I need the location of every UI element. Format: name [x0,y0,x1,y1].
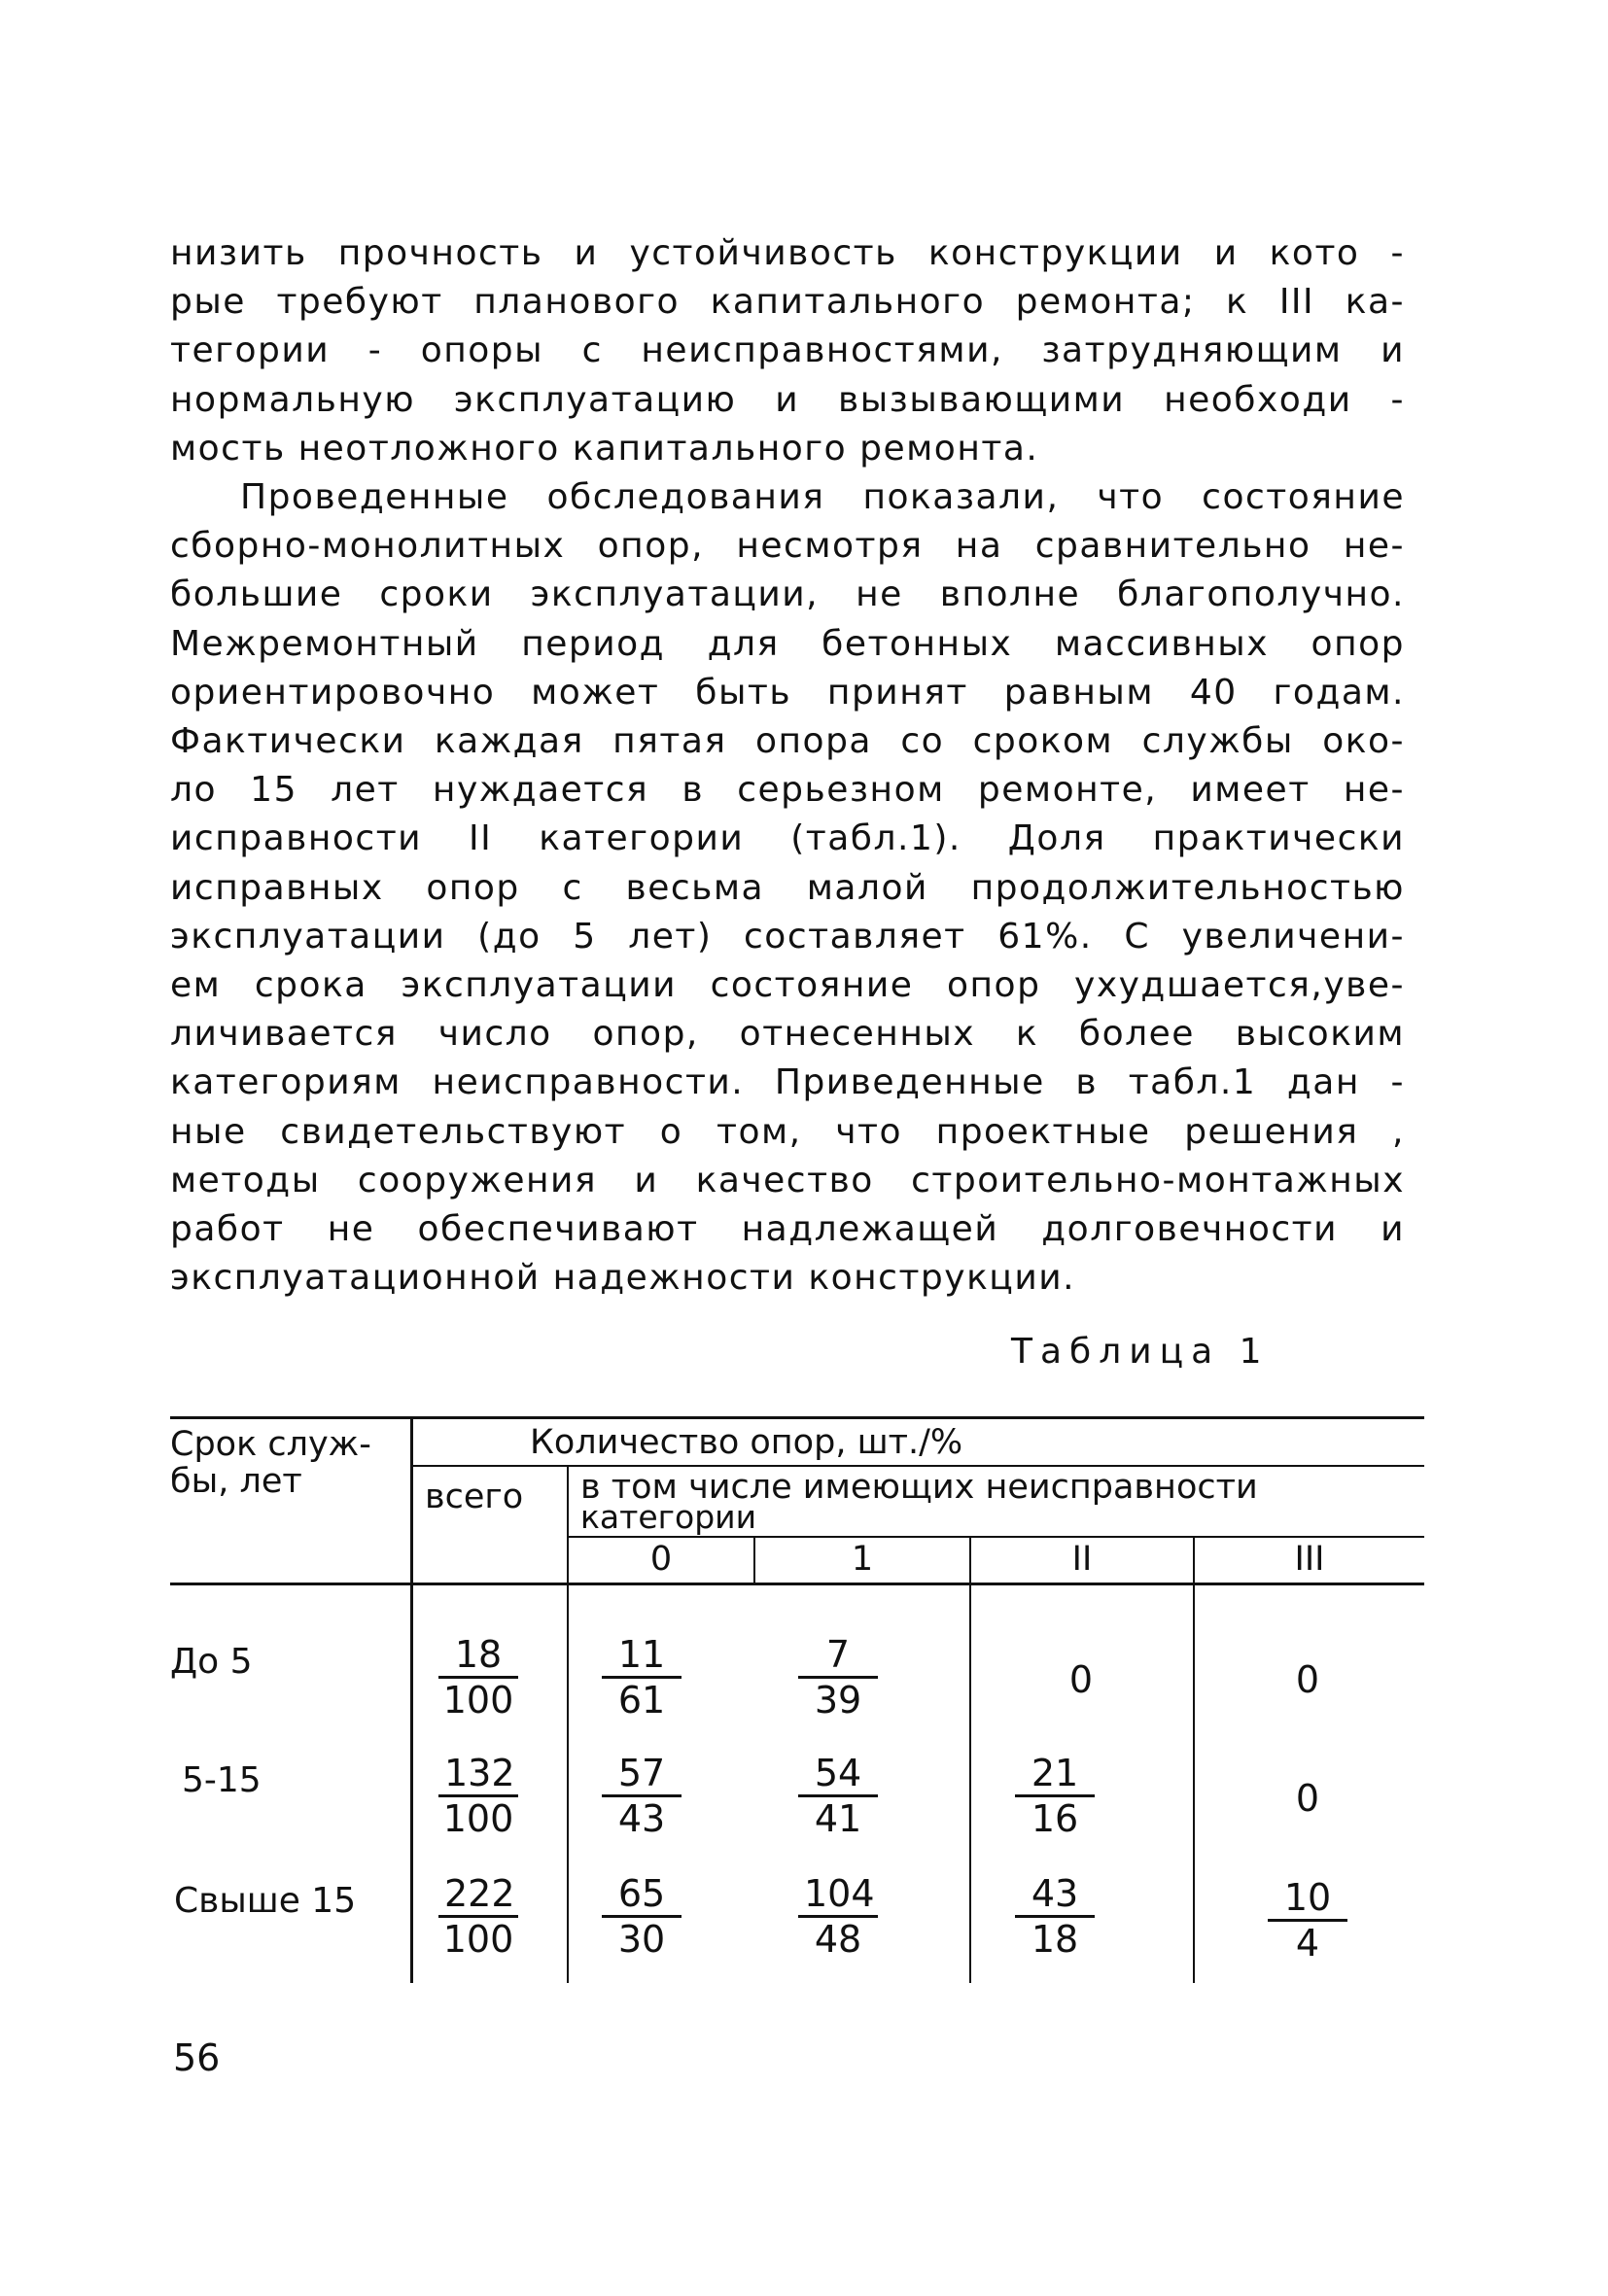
denominator: 39 [814,1679,862,1722]
column-rule [969,1537,971,1983]
text-line: ориентировочно может быть принят равным 40 годам. [170,672,1405,713]
numerator: 11 [602,1633,682,1679]
cell-total-row1 [425,1633,532,1722]
cell-total-row3 [425,1872,532,1961]
text-line: личивается число опор, отнесенных к более высоким [170,1014,1405,1055]
table-top-rule [170,1416,1424,1419]
denominator: 100 [442,1797,514,1840]
text-line: работ не обеспечивают надлежащей долговечности и [170,1209,1405,1250]
header-category-III: III [1294,1540,1325,1579]
table-caption: Таблица 1 [1011,1332,1270,1372]
header-total: всего [425,1478,524,1516]
numerator: 21 [1015,1752,1095,1797]
header-rule-categories [567,1536,1424,1538]
cell-cat1-row1 [785,1633,891,1722]
denominator: 100 [442,1679,514,1722]
cell-cat1-row3 [785,1872,891,1961]
header-bottom-rule [170,1583,1424,1585]
text-line: категориям неисправности. Приведенные в табл.1 дан - [170,1062,1405,1103]
text-line: методы сооружения и качество строительно-монтажных [170,1160,1405,1200]
text-line: мость неотложного капитального ремонта. [170,428,1039,469]
column-rule [1193,1537,1195,1983]
text-line: ло 15 лет нуждается в серьезном ремонте, имеет не- [170,770,1405,811]
denominator: 43 [617,1797,666,1840]
denominator: 100 [442,1918,514,1961]
text-line: рые требуют планового капитального ремонта; к III ка- [170,282,1405,323]
header-quantity: Количество опор, шт./% [530,1423,963,1462]
paragraph-2 [170,473,1405,1303]
row-label-over-15: Свыше 15 [174,1881,357,1921]
denominator: 61 [617,1679,666,1722]
cell-cat3-row2: 0 [1295,1777,1320,1820]
text-line: исправности II категории (табл.1). Доля практически [170,818,1405,859]
cell-cat1-row2 [785,1752,891,1840]
header-category-1: 1 [851,1540,874,1579]
text-line: ем срока эксплуатации состояние опор ухудшается,уве- [170,965,1405,1006]
numerator: 18 [438,1633,518,1679]
cell-cat0-row1 [588,1633,695,1722]
header-service-life-unit: бы, лет [170,1462,302,1501]
paragraph-1 [170,229,1405,473]
numerator: 43 [1015,1872,1095,1918]
header-category-II: II [1071,1540,1093,1579]
denominator: 41 [814,1797,862,1840]
cell-cat2-row3 [1001,1872,1108,1961]
denominator: 16 [1031,1797,1079,1840]
cell-total-row2 [425,1752,532,1840]
page-number: 56 [173,2036,221,2079]
text-line: большие сроки эксплуатации, не вполне благополучно. [170,574,1405,615]
header-including: в том числе имеющих неисправности [580,1468,1258,1507]
text-line: исправных опор с весьма малой продолжительностью [170,867,1405,908]
header-category-word: категории [580,1498,757,1536]
text-line: низить прочность и устойчивость конструкции и кото - [170,233,1405,273]
data-table [170,1409,1424,1983]
text-line: Фактически каждая пятая опора со сроком службы око- [170,721,1405,762]
text-line: эксплуатации (до 5 лет) составляет 61%. С увеличени- [170,916,1405,957]
denominator: 4 [1295,1922,1320,1965]
text-line: эксплуатационной надежности конструкции. [170,1258,1076,1299]
numerator: 10 [1268,1876,1347,1922]
denominator: 18 [1031,1918,1079,1961]
numerator: 132 [438,1752,518,1797]
text-line: Межремонтный период для бетонных массивных опор [170,623,1405,664]
numerator: 65 [602,1872,682,1918]
cell-cat2-row1: 0 [1068,1658,1094,1701]
text-line: ные свидетельствуют о том, что проектные решения , [170,1111,1405,1152]
numerator: 7 [798,1633,878,1679]
text-line: сборно-монолитных опор, несмотря на сравнительно не- [170,526,1405,567]
column-rule [410,1417,413,1983]
numerator: 57 [602,1752,682,1797]
header-service-life: Срок служ- [170,1425,371,1464]
numerator: 104 [798,1872,878,1918]
cell-cat0-row2 [588,1752,695,1840]
body-text [170,229,1405,1303]
denominator: 30 [617,1918,666,1961]
cell-cat3-row1: 0 [1295,1658,1320,1701]
row-label-up-to-5: До 5 [170,1642,253,1682]
text-line: тегории - опоры с неисправностями, затрудняющим и [170,330,1405,371]
header-rule-quantity [410,1465,1424,1467]
numerator: 222 [438,1872,518,1918]
text-line: Проведенные обследования показали, что состояние [240,477,1405,518]
cell-cat2-row2 [1001,1752,1108,1840]
text-line: нормальную эксплуатацию и вызывающими необходи - [170,379,1405,420]
header-category-0: 0 [649,1540,673,1579]
numerator: 54 [798,1752,878,1797]
denominator: 48 [814,1918,862,1961]
cell-cat0-row3 [588,1872,695,1961]
row-label-5-15: 5-15 [182,1760,262,1800]
cell-cat3-row3 [1254,1876,1361,1965]
